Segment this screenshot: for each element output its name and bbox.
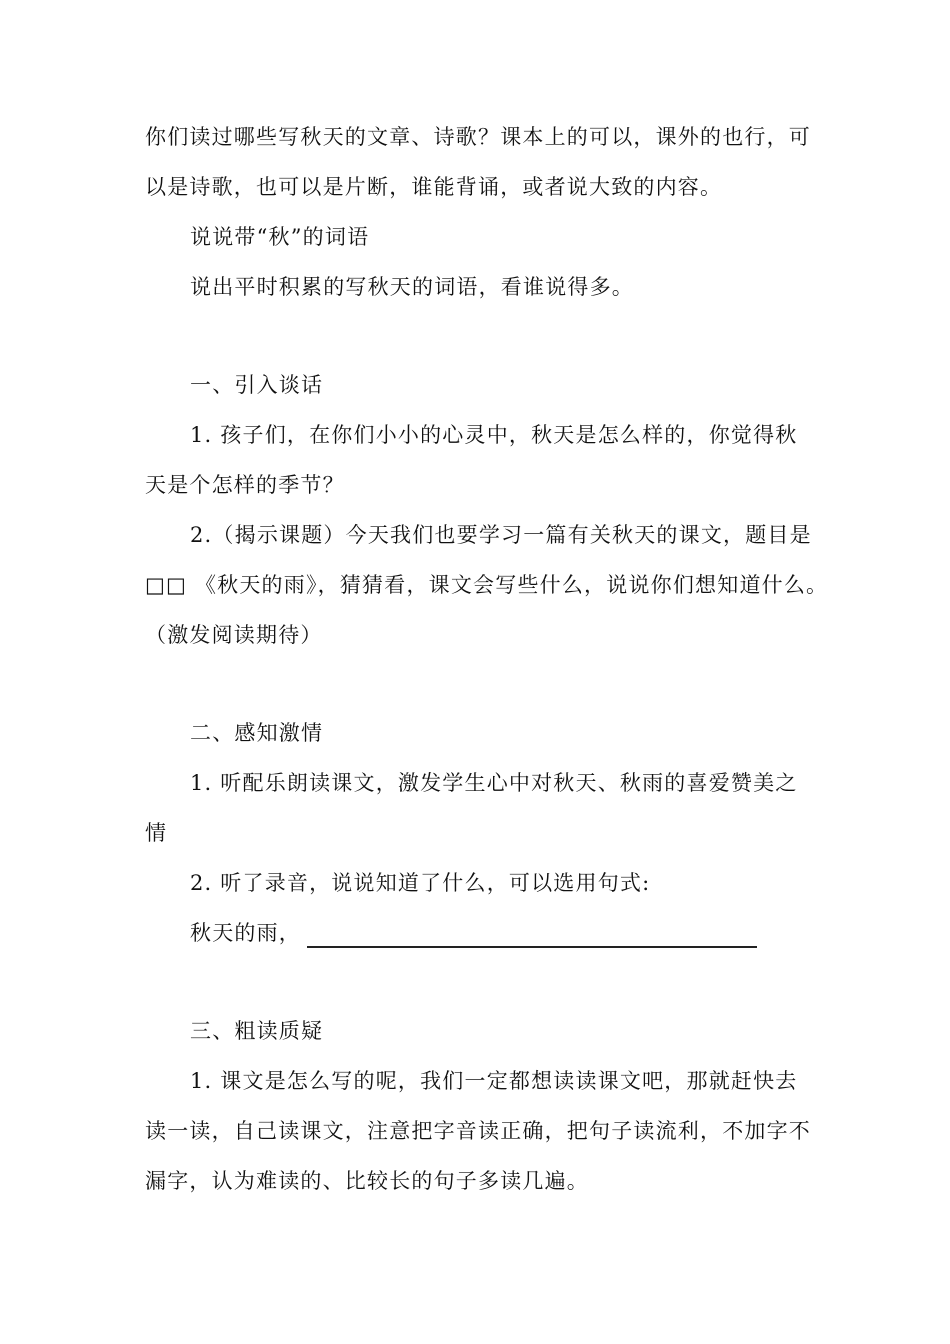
paragraph-line: 2.（揭示课题）今天我们也要学习一篇有关秋天的课文，题目是 — [190, 523, 812, 547]
paragraph-line: 1. 课文是怎么写的呢，我们一定都想读读课文吧，那就赶快去 — [190, 1069, 798, 1093]
paragraph-line: □□ 《秋天的雨》，猜猜看，课文会写些什么，说说你们想知道什么。 — [145, 573, 829, 597]
paragraph-line: 1. 听配乐朗读课文，激发学生心中对秋天、秋雨的喜爱赞美之 — [190, 771, 798, 795]
paragraph-line: 2. 听了录音，说说知道了什么，可以选用句式: — [190, 871, 651, 895]
paragraph-line: 漏字，认为难读的、比较长的句子多读几遍。 — [145, 1169, 589, 1193]
paragraph-line: 读一读，自己读课文，注意把字音读正确，把句子读流利，不加字不 — [145, 1119, 811, 1143]
paragraph-line: 你们读过哪些写秋天的文章、诗歌？课本上的可以，课外的也行，可 — [145, 125, 811, 149]
paragraph-line: 说说带“秋”的词语 — [190, 225, 370, 249]
paragraph-line: 情 — [145, 821, 168, 845]
section-heading: 二、感知激情 — [190, 721, 324, 745]
paragraph-line: 说出平时积累的写秋天的词语，看谁说得多。 — [190, 275, 634, 299]
section-heading: 一、引入谈话 — [190, 373, 324, 397]
section-heading: 三、粗读质疑 — [190, 1019, 324, 1043]
sentence-pattern-label: 秋天的雨， — [190, 921, 301, 945]
fill-in-blank — [307, 924, 757, 948]
sentence-pattern-line — [190, 918, 757, 948]
paragraph-line: 1. 孩子们，在你们小小的心灵中，秋天是怎么样的，你觉得秋 — [190, 423, 798, 447]
paragraph-line: 以是诗歌，也可以是片断，谁能背诵，或者说大致的内容。 — [145, 175, 723, 199]
paragraph-line: （激发阅读期待） — [145, 623, 323, 647]
paragraph-line: 天是个怎样的季节？ — [145, 473, 345, 497]
